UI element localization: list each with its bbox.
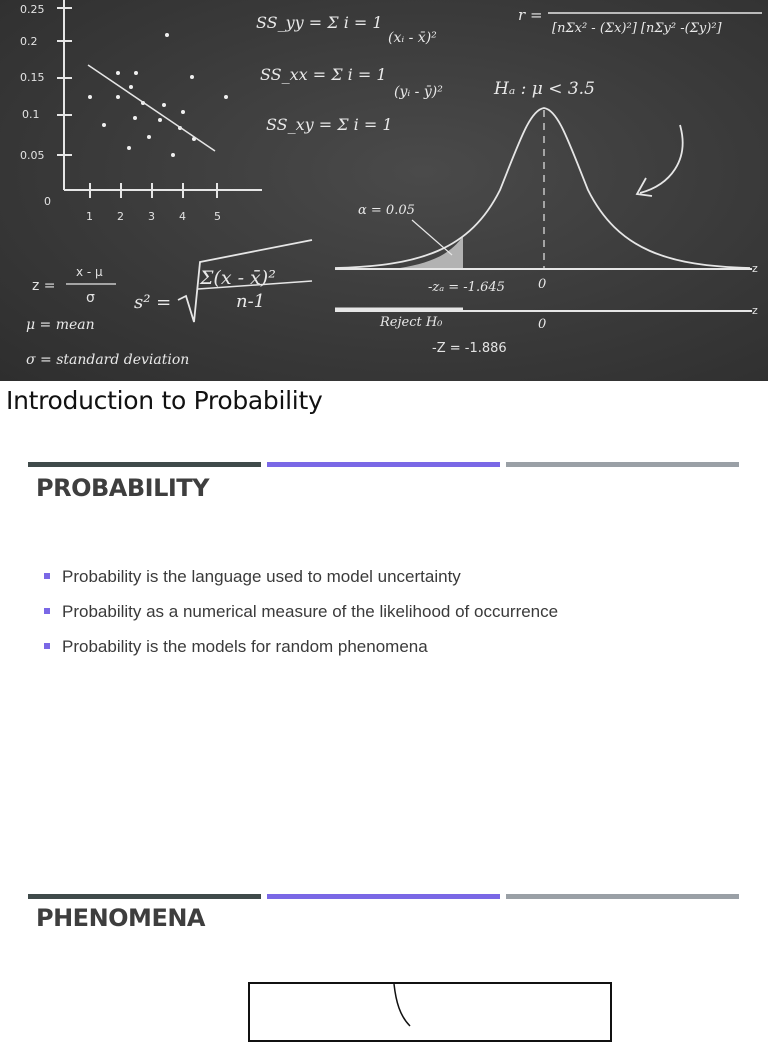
z-axis-label: z (752, 262, 758, 275)
section-title-phenomena: PHENOMENA (36, 904, 205, 932)
z-axis-label: z (752, 304, 758, 317)
z-formula-numerator: x - μ (76, 265, 103, 279)
s-formula-denominator: n-1 (236, 291, 266, 312)
alpha-pointer (412, 220, 452, 255)
x-tick-label: 5 (214, 210, 221, 223)
section-title-probability: PROBABILITY (36, 474, 210, 502)
x-tick-label: 1 (86, 210, 93, 223)
section-rule-gray (506, 894, 739, 899)
bullet-list (44, 565, 558, 670)
zero-label: 0 (538, 317, 547, 332)
s-formula-numerator: Σ(x - x̄)² (200, 267, 276, 289)
x-deviation-term: (xᵢ - x̄)² (388, 30, 437, 46)
alpha-label: α = 0.05 (358, 203, 415, 218)
scatter-points (88, 33, 228, 157)
z-critical-label: -zₐ = -1.645 (428, 280, 505, 295)
chalkboard-banner-image (0, 0, 768, 381)
y-tick-label: 0.1 (22, 108, 40, 121)
normal-curve (335, 108, 750, 268)
x-tick-label: 4 (179, 210, 186, 223)
x-tick-label: 3 (148, 210, 155, 223)
arrow-head (637, 178, 652, 196)
bullet-text: Probability as a numerical measure of the likelihood of occurrence (62, 602, 559, 621)
curved-arrow (640, 125, 683, 193)
bullet-text: Probability is the language used to model uncertainty (62, 567, 461, 586)
phenomena-figure (248, 982, 612, 1042)
r-denominator: [nΣx² - (Σx)²] [nΣy² -(Σy)²] (552, 21, 722, 36)
ss-yy-formula: SS_yy = Σ i = 1 (256, 13, 383, 32)
zero-label: 0 (538, 277, 547, 292)
y-tick-label: 0.05 (20, 149, 45, 162)
bullet-square-icon (44, 573, 50, 579)
sigma-definition: σ = standard deviation (26, 352, 190, 368)
y-tick-label: 0.25 (20, 3, 45, 16)
bullet-square-icon (44, 643, 50, 649)
regression-line (88, 65, 215, 151)
s-formula-lhs: s² = (134, 292, 172, 313)
z-formula-lhs: z = (32, 278, 56, 294)
y-tick-label: 0 (44, 195, 51, 208)
r-label: r = (518, 6, 543, 24)
rejection-region (400, 236, 463, 268)
section-rule-purple (267, 462, 500, 467)
bullet-item (44, 600, 558, 635)
y-deviation-term: (yᵢ - ȳ)² (394, 84, 443, 100)
hypothesis-text: Hₐ : μ < 3.5 (494, 79, 595, 99)
reject-label: Reject H₀ (380, 315, 443, 330)
z-observed-label: -Z = -1.886 (432, 341, 507, 356)
y-tick-label: 0.15 (20, 71, 45, 84)
chalkboard-drawing (0, 0, 768, 381)
section-rule-gray (506, 462, 739, 467)
figure-curve (250, 984, 614, 1044)
y-tick-label: 0.2 (20, 35, 38, 48)
section-rule-dark (28, 462, 261, 467)
section-rule-dark (28, 894, 261, 899)
document-title: Introduction to Probability (6, 386, 323, 415)
bullet-item (44, 565, 558, 600)
mu-definition: μ = mean (26, 317, 95, 333)
section-rule-purple (267, 894, 500, 899)
bullet-square-icon (44, 608, 50, 614)
bullet-text: Probability is the models for random phenomena (62, 637, 428, 656)
ss-xx-formula: SS_xx = Σ i = 1 (260, 65, 387, 84)
ss-xy-formula: SS_xy = Σ i = 1 (266, 115, 393, 134)
bullet-item (44, 635, 558, 670)
z-formula-denominator: σ (86, 290, 95, 306)
x-tick-label: 2 (117, 210, 124, 223)
